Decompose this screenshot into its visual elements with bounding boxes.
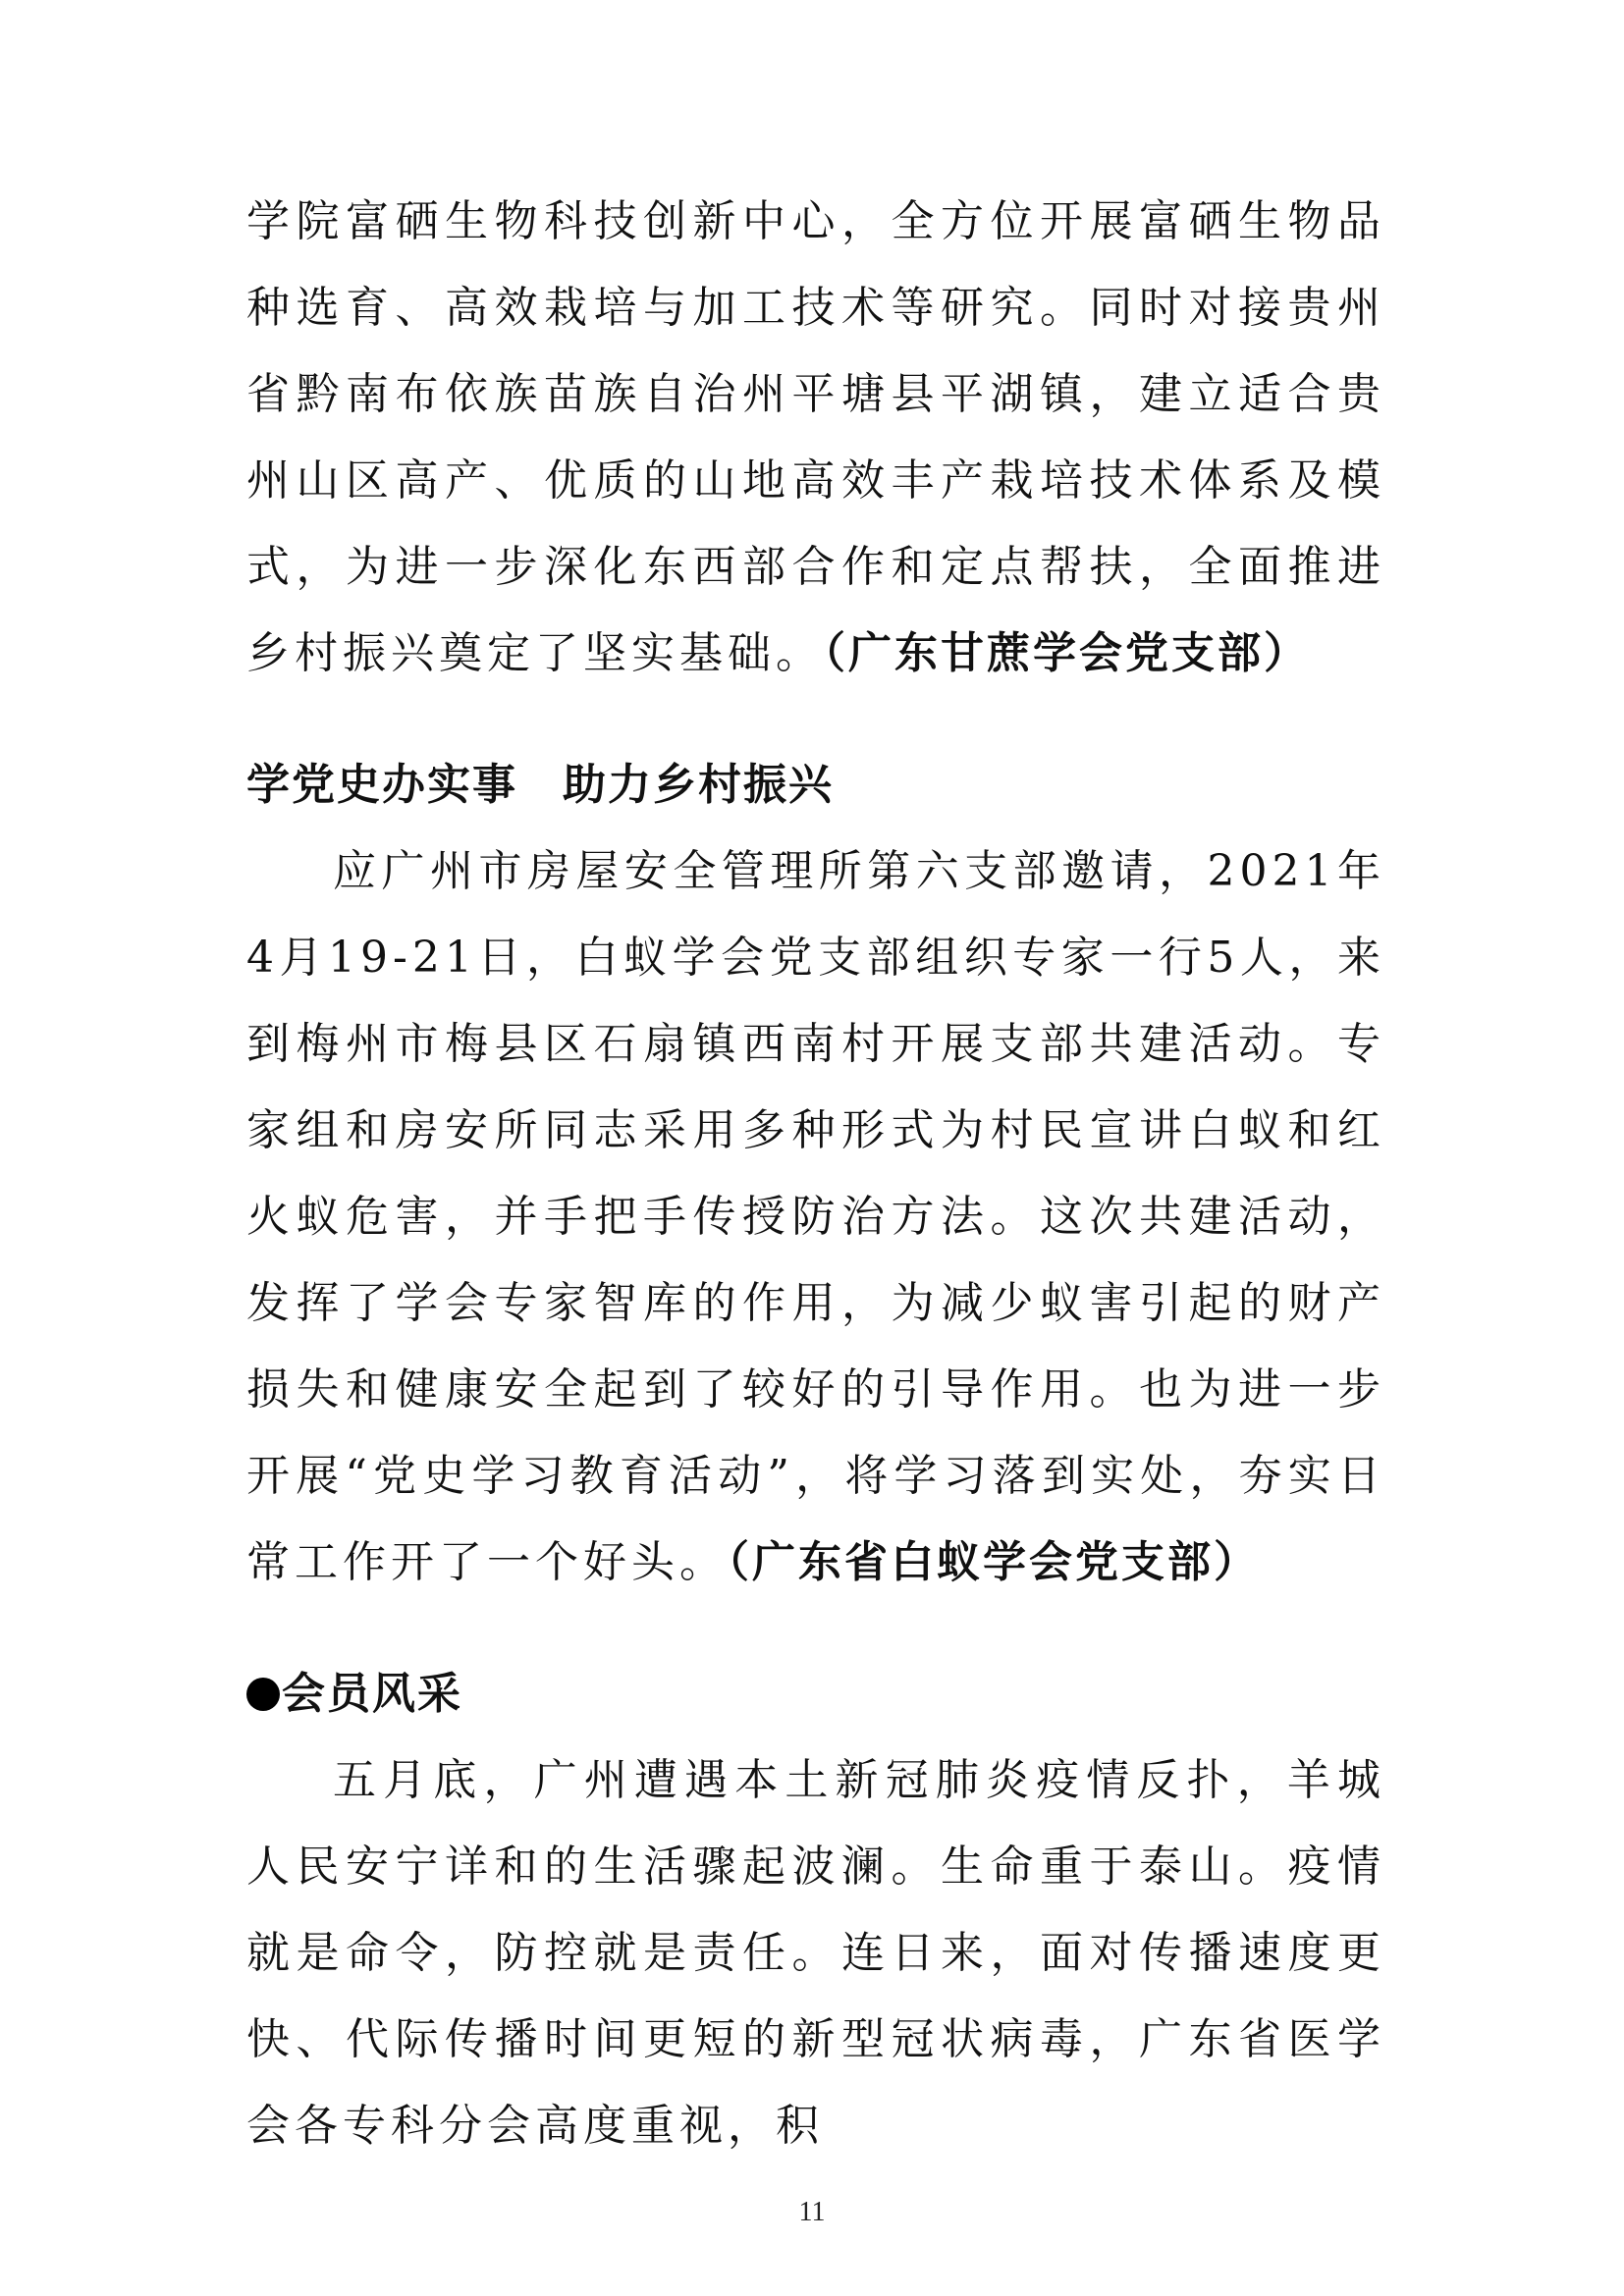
section-paragraph: 五月底，广州遭遇本土新冠肺炎疫情反扑，羊城人民安宁详和的生活骤起波澜。生命重于泰山。疫情就是命令，防控就是责任。连日来，面对传播速度更快、代际传播时间更短的新型冠状病毒，广东省医学会各专科分会高度重视，积 xyxy=(246,1755,1385,2151)
section-gap xyxy=(246,1606,1385,1651)
article-paragraph-text: 应广州市房屋安全管理所第六支部邀请，2021年4月19-21日，白蚁学会党支部组织专家一行5人，来到梅州市梅县区石扇镇西南村开展支部共建活动。专家组和房安所同志采用多种形式为村民宣讲白蚁和红火蚁危害，并手把手传授防治方法。这次共建活动，发挥了学会专家智库的作用，为减少蚁害引起的财产损失和健康安全起到了较好的引导作用。也为进一步开展“党史学习教育活动”，将学习落到实处，夯实日常工作开了一个好头。 xyxy=(246,846,1385,1587)
section-title xyxy=(246,1651,1385,1737)
paragraph-continued-source: （广东甘蔗学会党支部） xyxy=(824,628,1310,678)
page-number: 11 xyxy=(798,2197,826,2227)
article-paragraph-source: （广东省白蚁学会党支部） xyxy=(728,1537,1260,1587)
paragraph-continued-text: 学院富硒生物科技创新中心，全方位开展富硒生物品种选育、高效栽培与加工技术等研究。同时对接贵州省黔南布依族苗族自治州平塘县平湖镇，建立适合贵州山区高产、优质的山地高效丰产栽培技术体系及模式，为进一步深化东西部合作和定点帮扶，全面推进乡村振兴奠定了坚实基础。 xyxy=(246,196,1385,678)
article-title: 学党史办实事 助力乡村振兴 xyxy=(246,760,834,810)
article-paragraph xyxy=(246,828,1385,1606)
document-page xyxy=(246,179,1385,2169)
paragraph-continued xyxy=(246,179,1385,697)
section-title-text: 会员风采 xyxy=(282,1669,462,1719)
section-gap xyxy=(246,697,1385,742)
bullet-icon xyxy=(246,1678,280,1711)
